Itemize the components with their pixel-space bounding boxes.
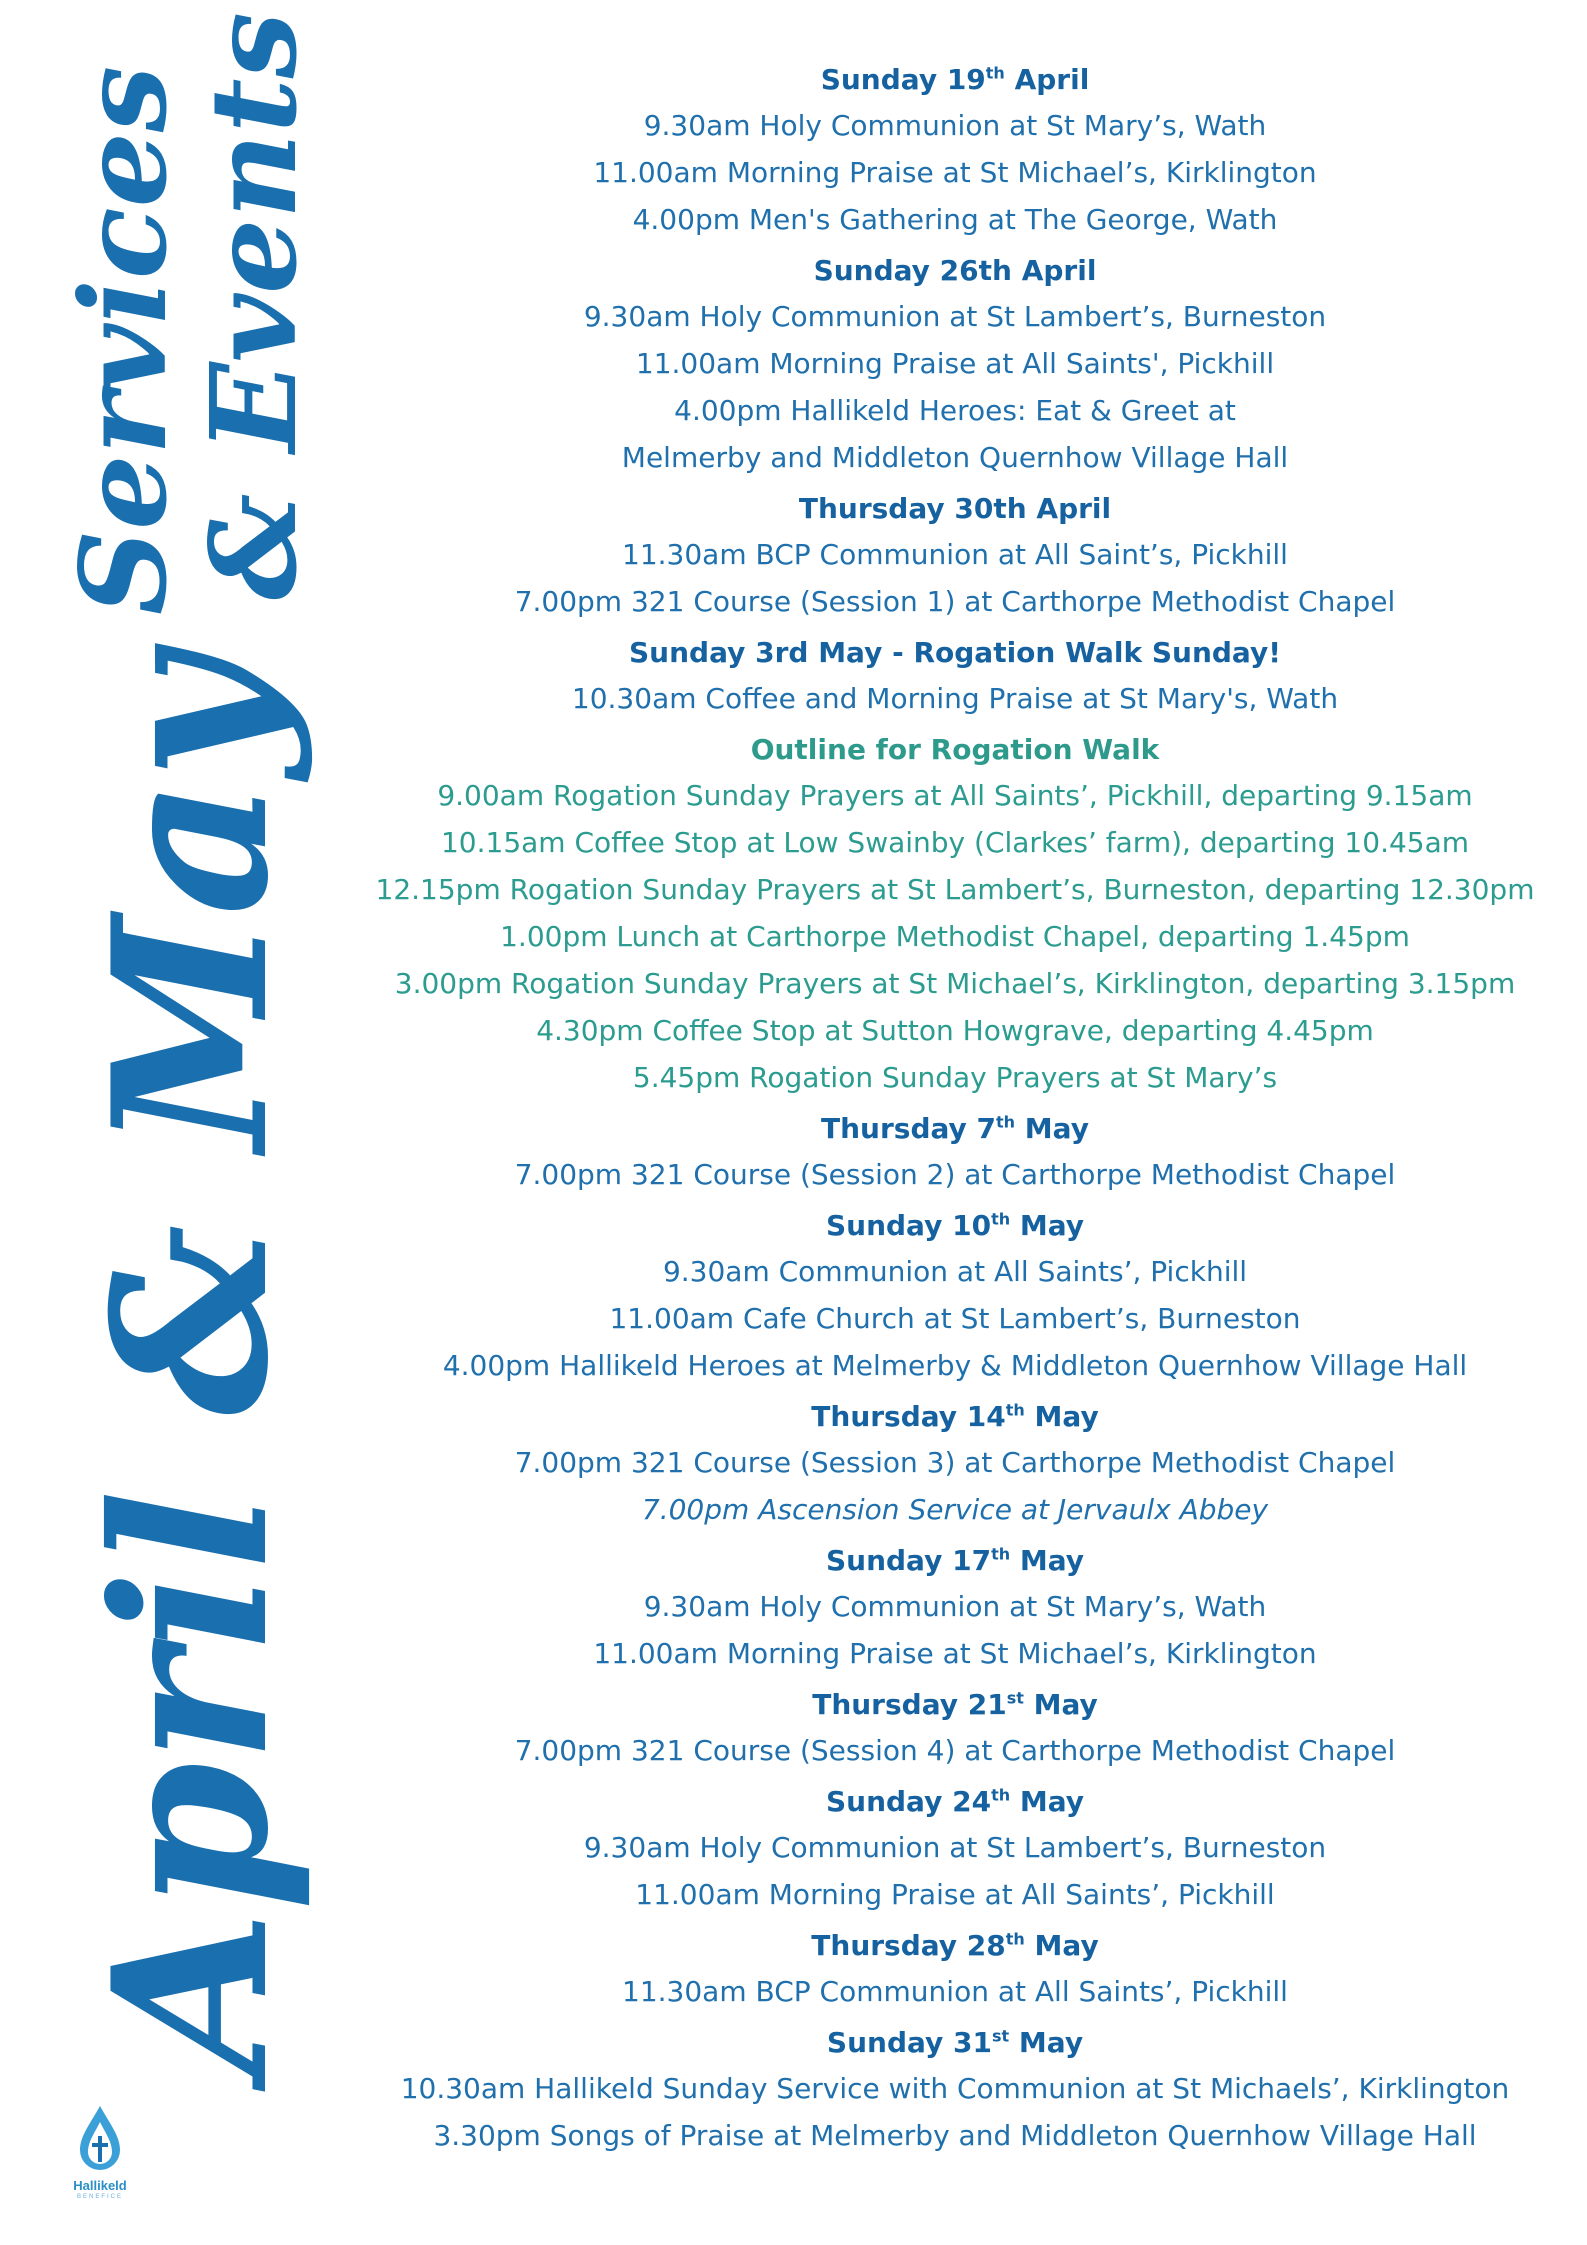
heading-month: May: [1010, 1785, 1085, 1818]
event-line: 11.00am Morning Praise at St Michael’s, Kirklington: [593, 156, 1317, 189]
event-date-heading: [370, 487, 1540, 531]
event-line: 7.00pm 321 Course (Session 4) at Carthorpe Methodist Chapel: [514, 1734, 1396, 1767]
event-line: Melmerby and Middleton Quernhow Village Hall: [621, 441, 1289, 474]
heading-text: Thursday 21: [812, 1688, 1007, 1721]
event-date-heading: [370, 1395, 1540, 1439]
event-line: 10.30am Coffee and Morning Praise at St Mary's, Wath: [571, 682, 1339, 715]
side-title-graphic: [0, 0, 330, 2245]
event-line: 11.00am Morning Praise at All Saints’, Pickhill: [635, 1878, 1275, 1911]
event-line: 7.00pm 321 Course (Session 1) at Carthorpe Methodist Chapel: [514, 585, 1396, 618]
event-line: 7.00pm 321 Course (Session 2) at Carthorpe Methodist Chapel: [514, 1158, 1396, 1191]
event-date-heading: [370, 728, 1540, 772]
heading-text: Sunday 3rd May - Rogation Walk Sunday!: [629, 636, 1281, 669]
logo-name: Hallikeld: [73, 2178, 127, 2193]
drop-cross-icon: [50, 2100, 150, 2180]
event-line: 11.00am Cafe Church at St Lambert’s, Burneston: [609, 1302, 1301, 1335]
event-line: 4.30pm Coffee Stop at Sutton Howgrave, departing 4.45pm: [536, 1014, 1374, 1047]
event-line: 9.00am Rogation Sunday Prayers at All Saints’, Pickhill, departing 9.15am: [437, 779, 1473, 812]
heading-text: Thursday 14: [811, 1400, 1006, 1433]
heading-text: Thursday 30th April: [798, 492, 1112, 525]
event-date-heading: [370, 1780, 1540, 1824]
heading-ordinal: th: [1005, 1400, 1025, 1420]
event-line: 11.30am BCP Communion at All Saints’, Pickhill: [622, 1975, 1288, 2008]
heading-ordinal: th: [1005, 1929, 1025, 1949]
event-date-heading: [370, 1683, 1540, 1727]
heading-month: May: [1024, 1400, 1099, 1433]
heading-month: May: [1015, 1112, 1089, 1145]
event-line-italic: 7.00pm Ascension Service at Jervaulx Abbey: [641, 1493, 1269, 1526]
hallikeld-logo: [50, 2100, 150, 2210]
event-date-heading: [370, 1107, 1540, 1151]
heading-month: May: [1009, 2026, 1084, 2059]
event-line: 4.00pm Hallikeld Heroes: Eat & Greet at: [674, 394, 1236, 427]
event-line: 9.30am Communion at All Saints’, Pickhill: [662, 1255, 1248, 1288]
heading-text: Sunday 17: [825, 1544, 992, 1577]
side-title: [0, 0, 330, 2245]
event-line: 1.00pm Lunch at Carthorpe Methodist Chapel, departing 1.45pm: [500, 920, 1410, 953]
event-line: 12.15pm Rogation Sunday Prayers at St Lambert’s, Burneston, departing 12.30pm: [375, 873, 1535, 906]
heading-ordinal: th: [991, 1785, 1011, 1805]
title-services: Services: [54, 65, 193, 615]
event-line: 3.00pm Rogation Sunday Prayers at St Michael’s, Kirklington, departing 3.15pm: [394, 967, 1516, 1000]
event-line: 9.30am Holy Communion at St Lambert’s, Burneston: [583, 1831, 1327, 1864]
event-line: 11.00am Morning Praise at St Michael’s, Kirklington: [593, 1637, 1317, 1670]
heading-ordinal: th: [991, 1209, 1011, 1229]
event-line: 9.30am Holy Communion at St Mary’s, Wath: [643, 1590, 1267, 1623]
logo-subtitle: BENEFICE: [76, 2194, 123, 2200]
heading-text: Thursday 7: [821, 1112, 997, 1145]
heading-month: May: [1024, 1929, 1099, 1962]
title-events: & Events: [184, 12, 323, 600]
event-date-heading: [370, 631, 1540, 675]
heading-text: Outline for Rogation Walk: [750, 733, 1160, 766]
event-line: 10.30am Hallikeld Sunday Service with Communion at St Michaels’, Kirklington: [400, 2072, 1510, 2105]
event-line: 3.30pm Songs of Praise at Melmerby and Middleton Quernhow Village Hall: [433, 2119, 1477, 2152]
event-date-heading: [370, 249, 1540, 293]
event-line: 9.30am Holy Communion at St Mary’s, Wath: [643, 109, 1267, 142]
event-line: 4.00pm Men's Gathering at The George, Wath: [632, 203, 1278, 236]
heading-text: Sunday 26th April: [813, 254, 1097, 287]
event-line: 11.00am Morning Praise at All Saints', Pickhill: [635, 347, 1275, 380]
event-line: 9.30am Holy Communion at St Lambert’s, Burneston: [583, 300, 1327, 333]
heading-text: Thursday 28: [811, 1929, 1006, 1962]
heading-month: May: [1010, 1209, 1085, 1242]
heading-text: Sunday 24: [825, 1785, 992, 1818]
event-date-heading: [370, 1539, 1540, 1583]
heading-ordinal: th: [985, 63, 1005, 83]
event-date-heading: [370, 58, 1540, 102]
heading-ordinal: th: [996, 1112, 1016, 1132]
event-line: 11.30am BCP Communion at All Saint’s, Pickhill: [622, 538, 1288, 571]
event-line: 5.45pm Rogation Sunday Prayers at St Mary’s: [632, 1061, 1278, 1094]
heading-month: May: [1023, 1688, 1098, 1721]
event-date-heading: [370, 1924, 1540, 1968]
heading-ordinal: th: [991, 1544, 1011, 1564]
heading-text: Sunday 19: [820, 63, 986, 96]
heading-ordinal: st: [1006, 1688, 1024, 1708]
event-line: 10.15am Coffee Stop at Low Swainby (Clarkes’ farm), departing 10.45am: [440, 826, 1470, 859]
heading-text: Sunday 31: [826, 2026, 992, 2059]
block-spacer: [370, 2159, 1540, 2165]
schedule-list: [370, 58, 1540, 2165]
heading-text: Sunday 10: [825, 1209, 992, 1242]
event-line: 4.00pm Hallikeld Heroes at Melmerby & Middleton Quernhow Village Hall: [442, 1349, 1468, 1382]
event-line: 7.00pm 321 Course (Session 3) at Carthorpe Methodist Chapel: [514, 1446, 1396, 1479]
heading-month: April: [1004, 63, 1090, 96]
heading-ordinal: st: [992, 2026, 1010, 2046]
event-date-heading: [370, 2021, 1540, 2065]
title-april-may: April & May: [66, 655, 315, 2075]
heading-month: May: [1010, 1544, 1085, 1577]
event-date-heading: [370, 1204, 1540, 1248]
